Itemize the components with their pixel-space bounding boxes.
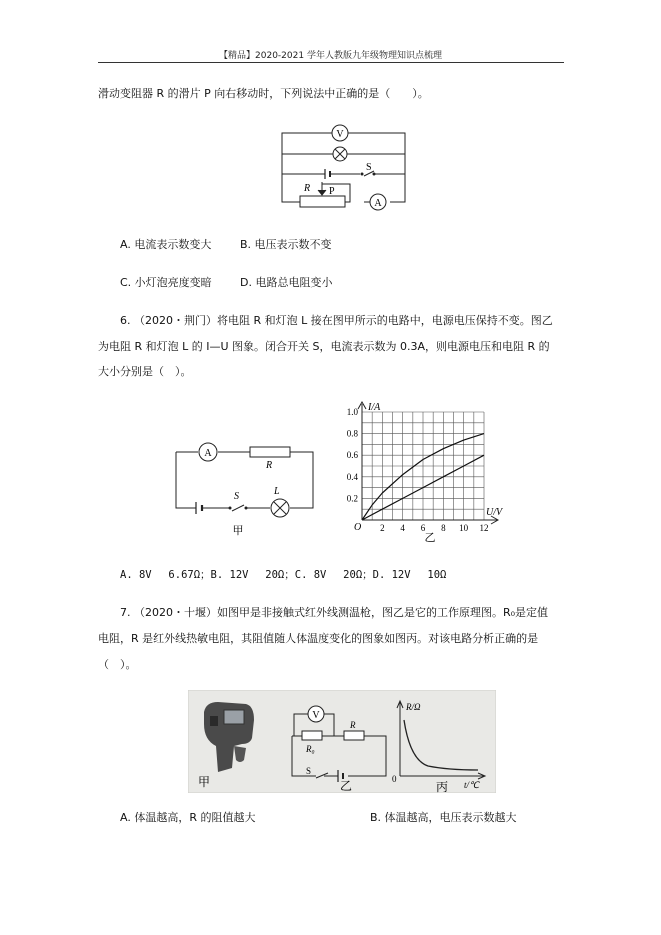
origin-label: O xyxy=(354,522,362,533)
fig-yi-caption: 乙 xyxy=(424,532,436,544)
q7-stem-line1: 7. （2020・十堰）如图甲是非接触式红外线测温枪，图乙是它的工作原理图。R₀是定值 xyxy=(120,606,549,619)
q6-iu-chart xyxy=(338,398,508,548)
x-tick-label: 4 xyxy=(400,523,405,533)
lamp-label: L xyxy=(274,486,280,497)
y-tick-label: 1.0 xyxy=(346,407,358,417)
switch-label: S xyxy=(366,162,372,173)
ammeter-label: A xyxy=(374,198,382,209)
q7-stem-line2: 电阻，R 是红外线热敏电阻，其阻值随人体温度变化的图象如图丙。对该电路分析正确的是 xyxy=(98,632,539,645)
bing-origin-label: 0 xyxy=(392,774,397,784)
rheostat-icon xyxy=(300,196,345,207)
q5-option-a: A. 电流表示数变大 xyxy=(120,238,212,251)
page-header: 【精品】2020-2021 学年人教版九年级物理知识点梳理 xyxy=(219,51,442,61)
switch-label: S xyxy=(306,766,312,776)
y-tick-label: 0.4 xyxy=(346,471,358,482)
r0-label: R₀ xyxy=(306,744,315,754)
x-tick-label: 12 xyxy=(479,523,489,533)
q6-stem-line1: 6. （2020・荆门）将电阻 R 和灯泡 L 接在图甲所示的电路中，电源电压保持不变。图乙 xyxy=(120,314,553,327)
x-tick-label: 8 xyxy=(441,523,446,533)
thermistor-icon xyxy=(344,731,364,740)
ammeter-label: A xyxy=(204,448,212,459)
y-tick-label: 0.6 xyxy=(346,450,358,461)
header-divider xyxy=(98,62,564,63)
bing-y-label: R/Ω xyxy=(406,702,421,712)
q7-stem-line3: （ ）。 xyxy=(98,658,137,671)
voltmeter-label: V xyxy=(312,710,320,721)
slider-label: P xyxy=(329,186,335,197)
y-tick-label: 0.2 xyxy=(346,493,358,504)
q7-option-a: A. 体温越高，R 的阻值越大 xyxy=(120,811,256,824)
q6-options: A. 8V 6.67Ω；B. 12V 20Ω；C. 8V 20Ω；D. 12V 10Ω xyxy=(120,569,447,581)
q5-stem: 滑动变阻器 R 的滑片 P 向右移动时，下列说法中正确的是（ ）。 xyxy=(98,87,429,100)
q7-photo-figure xyxy=(188,690,496,793)
q6-circuit-jia xyxy=(168,436,318,536)
resistor-label: R xyxy=(266,460,273,471)
thermistor-label: R xyxy=(350,720,356,730)
fig-bing-caption: 丙 xyxy=(436,780,449,793)
bing-x-label: t/℃ xyxy=(464,780,480,790)
q5-option-c: C. 小灯泡亮度变暗 xyxy=(120,276,212,289)
fig-yi-caption: 乙 xyxy=(340,779,353,793)
x-tick-label: 2 xyxy=(380,523,385,533)
rheostat-label: R xyxy=(304,183,311,194)
y-axis-label: I/A xyxy=(368,402,381,413)
voltmeter-label: V xyxy=(336,129,344,140)
q5-option-d: D. 电路总电阻变小 xyxy=(240,276,333,289)
x-axis-label: U/V xyxy=(486,507,503,518)
fig-jia-caption: 甲 xyxy=(232,525,244,536)
x-tick-label: 10 xyxy=(459,523,469,533)
q6-stem-line2: 为电阻 R 和灯泡 L 的 I—U 图象。闭合开关 S，电流表示数为 0.3A，则电源电压和电阻 R 的 xyxy=(98,340,550,353)
x-tick-label: 6 xyxy=(420,523,426,533)
switch-label: S xyxy=(234,491,239,502)
fig-jia-caption: 甲 xyxy=(198,775,211,789)
q5-option-b: B. 电压表示数不变 xyxy=(240,238,332,251)
fixed-resistor-icon xyxy=(302,731,322,740)
q6-stem-line3: 大小分别是（ ）。 xyxy=(98,365,192,378)
q5-circuit-diagram xyxy=(270,124,415,214)
q7-option-b: B. 体温越高，电压表示数越大 xyxy=(370,811,517,824)
resistor-icon xyxy=(250,447,290,457)
y-tick-label: 0.8 xyxy=(346,428,358,439)
